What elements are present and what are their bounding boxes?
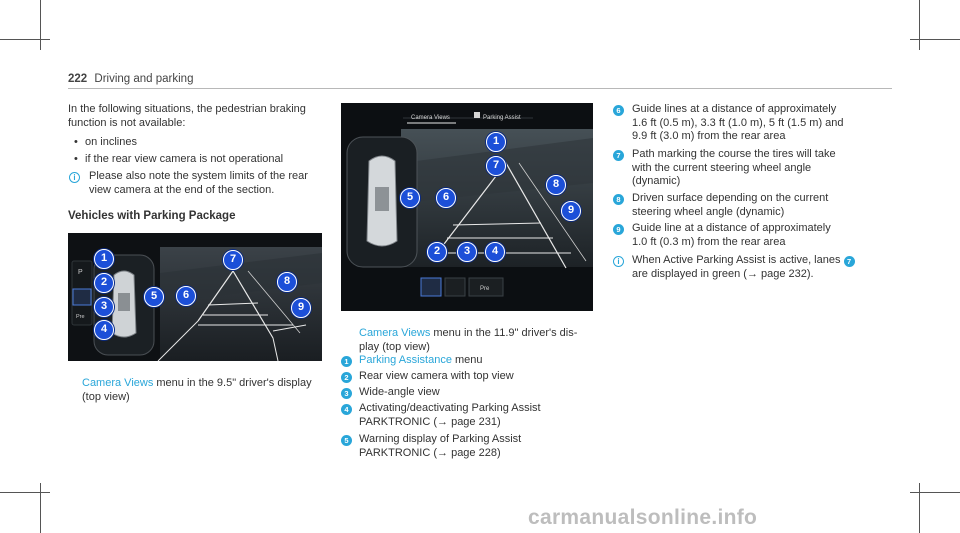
figure-1-caption xyxy=(82,377,332,404)
bullet-item xyxy=(74,153,283,167)
bullet-text: if the rear view camera is not operational xyxy=(85,153,284,165)
bullet-dot: • xyxy=(74,153,78,165)
note-line xyxy=(632,254,892,268)
intro-text xyxy=(68,103,333,130)
bullet-dot: • xyxy=(74,136,78,148)
legend-line: 9.9 ft (3.0 m) from the rear area xyxy=(632,130,786,142)
callout-8: 8 xyxy=(546,175,566,195)
note-text xyxy=(632,254,892,281)
intro-line: In the following situations, the pedestrian braking xyxy=(68,103,306,115)
item-badge: 6 xyxy=(613,105,624,116)
legend-item: Rear view camera with top view xyxy=(359,370,514,382)
legend-item xyxy=(632,148,892,189)
item-badge: 7 xyxy=(844,256,855,267)
caption-text: menu in the 11.9" driver's dis- xyxy=(430,327,578,339)
figure-camera-views-9-5 xyxy=(68,233,322,361)
crop-mark xyxy=(0,39,50,40)
caption-line: (top view) xyxy=(82,390,130,403)
callout-6: 6 xyxy=(436,188,456,208)
callout-4: 4 xyxy=(485,242,505,262)
callout-5: 5 xyxy=(400,188,420,208)
crop-mark xyxy=(910,492,960,493)
item-badge: 9 xyxy=(613,224,624,235)
legend-line: Warning display of Parking Assist xyxy=(359,433,522,445)
section-title: Driving and parking xyxy=(94,73,194,85)
item-badge: 5 xyxy=(341,435,352,446)
crop-mark xyxy=(919,0,920,50)
item-badge: 4 xyxy=(341,404,352,415)
note-line: are displayed in green (→ page 232). xyxy=(632,267,814,280)
callout-2: 2 xyxy=(94,273,114,293)
caption-text: menu in the 9.5" driver's display xyxy=(153,377,312,389)
note-line: Please also note the system limits of the rear xyxy=(89,170,308,182)
callout-4: 4 xyxy=(94,320,114,340)
item-badge: 3 xyxy=(341,388,352,399)
legend-item xyxy=(632,192,892,219)
legend-line: Guide line at a distance of approximately xyxy=(632,222,831,234)
callout-9: 9 xyxy=(291,298,311,318)
legend-line: steering wheel angle (dynamic) xyxy=(632,205,785,218)
figure-camera-views-11-9 xyxy=(341,103,593,311)
legend-line: (dynamic) xyxy=(632,175,681,187)
item-badge: 1 xyxy=(341,356,352,367)
tab-parking-assist: Parking Assist xyxy=(483,115,521,121)
callout-2: 2 xyxy=(427,242,447,262)
caption-line: play (top view) xyxy=(359,340,430,353)
section-heading: Vehicles with Parking Package xyxy=(68,210,236,222)
camera-views-link[interactable]: Camera Views xyxy=(82,377,154,389)
note-text xyxy=(89,170,334,197)
legend-line: Guide lines at a distance of approximately xyxy=(632,103,837,115)
legend-line: Driven surface depending on the current xyxy=(632,192,829,204)
header-rule xyxy=(68,88,892,89)
legend-item xyxy=(632,222,892,249)
info-icon: i xyxy=(69,172,80,183)
callout-1: 1 xyxy=(94,249,114,269)
page-number: 222 xyxy=(68,73,88,85)
item-badge: 8 xyxy=(613,194,624,205)
watermark: carmanualsonline.info xyxy=(528,506,758,529)
legend-line: with the current steering wheel angle xyxy=(632,161,812,174)
callout-8: 8 xyxy=(277,272,297,292)
item-badge: 2 xyxy=(341,372,352,383)
intro-line: function is not available: xyxy=(68,116,186,129)
callout-6: 6 xyxy=(176,286,196,306)
callout-3: 3 xyxy=(457,242,477,262)
p-icon-label: P xyxy=(78,269,83,276)
callout-9: 9 xyxy=(561,201,581,221)
note-line: view camera at the end of the section. xyxy=(89,183,275,196)
legend-line: 1.0 ft (0.3 m) from the rear area xyxy=(632,235,786,248)
info-icon: i xyxy=(613,256,624,267)
camera-views-link[interactable]: Camera Views xyxy=(359,327,431,339)
legend-text: menu xyxy=(451,354,483,366)
legend-line: 1.6 ft (0.5 m), 3.3 ft (1.0 m), 5 ft (1.5 m) and xyxy=(632,116,844,129)
figure-2-caption xyxy=(359,327,599,354)
crop-mark xyxy=(910,39,960,40)
legend-item xyxy=(359,402,541,429)
crop-mark xyxy=(40,0,41,50)
callout-3: 3 xyxy=(94,297,114,317)
item-badge: 7 xyxy=(613,150,624,161)
pre-icon-label: Pre xyxy=(76,314,85,320)
caption-line xyxy=(359,327,599,341)
legend-item xyxy=(359,433,521,460)
crop-mark xyxy=(919,483,920,533)
legend-line: Path marking the course the tires will take xyxy=(632,148,836,160)
caption-line xyxy=(82,377,332,391)
note-text-part: When Active Parking Assist is active, lanes xyxy=(632,254,841,266)
legend-item: Wide-angle view xyxy=(359,386,440,398)
legend-item xyxy=(359,354,483,368)
figure-2-illustration xyxy=(341,103,593,311)
parking-assistance-link[interactable]: Parking Assistance xyxy=(359,354,452,366)
bullet-text: on inclines xyxy=(85,136,137,148)
legend-line: PARKTRONIC (→ page 231) xyxy=(359,415,501,428)
legend-line: PARKTRONIC (→ page 228) xyxy=(359,446,501,459)
tab-camera-views: Camera Views xyxy=(411,115,450,121)
legend-line: Activating/deactivating Parking Assist xyxy=(359,402,541,414)
pre-button-label: Pre xyxy=(480,286,490,292)
crop-mark xyxy=(40,483,41,533)
crop-mark xyxy=(0,492,50,493)
callout-7: 7 xyxy=(223,250,243,270)
callout-7: 7 xyxy=(486,156,506,176)
callout-5: 5 xyxy=(144,287,164,307)
bullet-item xyxy=(74,136,137,150)
legend-item xyxy=(632,103,892,144)
page-header xyxy=(68,73,193,85)
callout-1: 1 xyxy=(486,132,506,152)
